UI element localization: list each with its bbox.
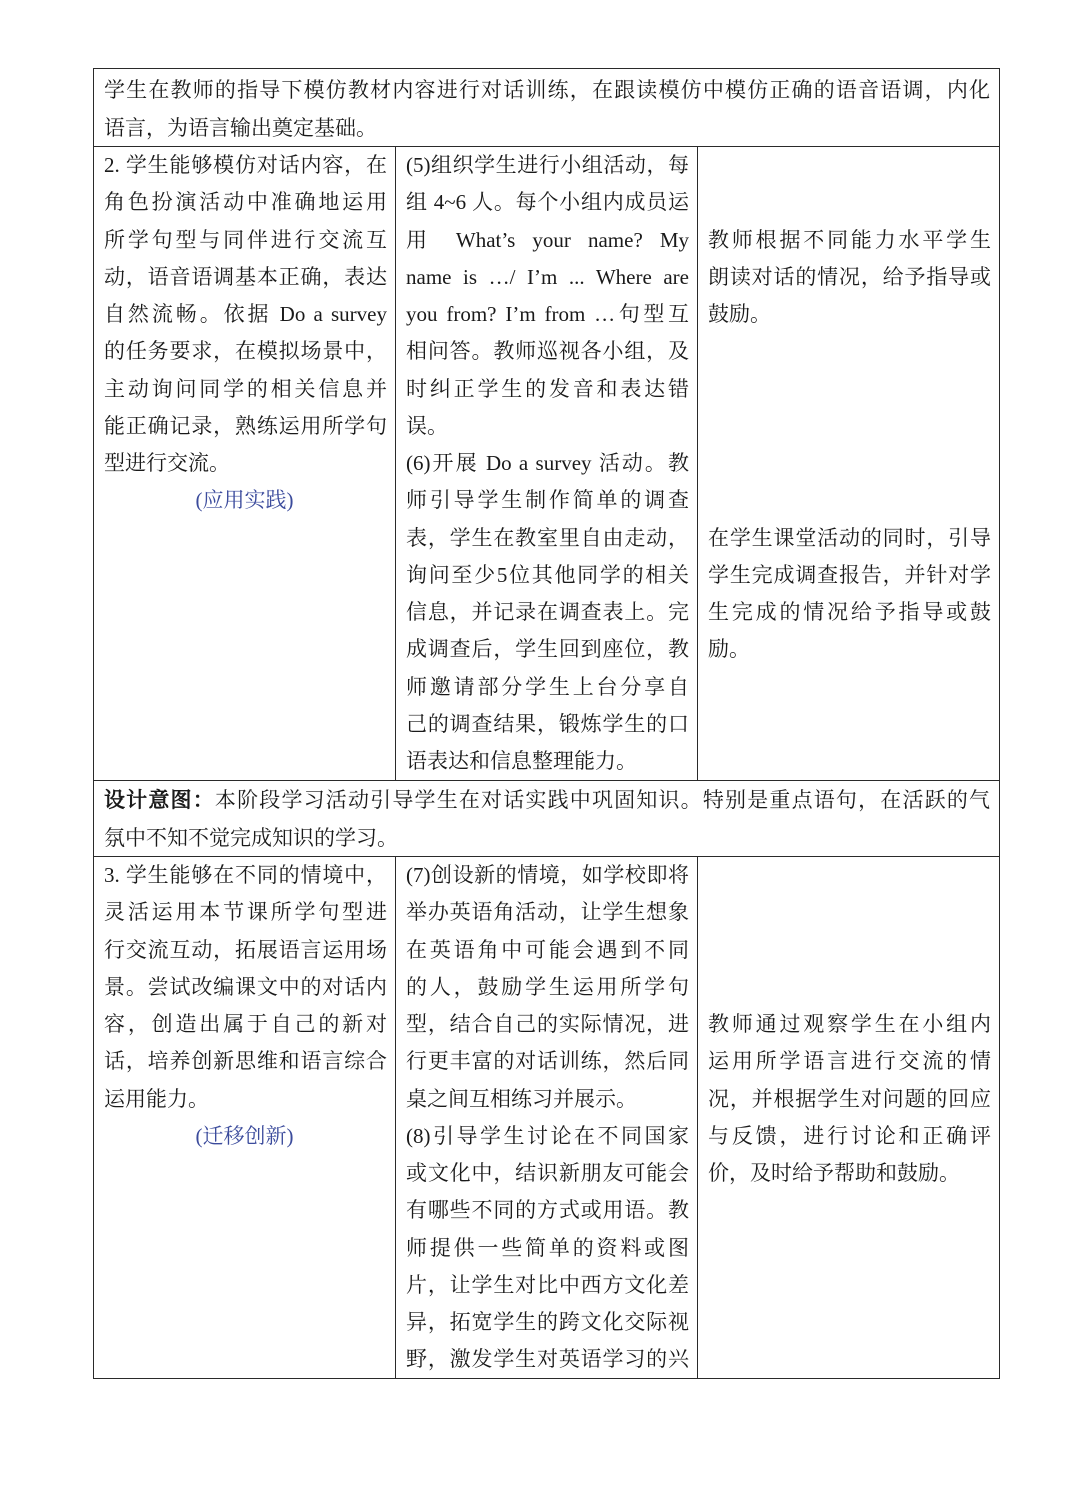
text-line: 价，及时给予帮助和鼓励。 [708,1161,960,1185]
text-line: 与反馈，进行讨论和正确评 [708,1123,991,1148]
text-line: 教师通过观察学生在小组内 [708,1012,991,1036]
activity-8-text [406,1118,689,1379]
text-line: 异，拓宽学生的跨文化交际视 [406,1310,689,1334]
text-line: 学生完成调查报告，并针对学 [708,562,991,587]
text-line: 运用能力。 [104,1086,209,1111]
text-line: 话，培养创新思维和语言综合 [104,1049,387,1074]
text-line: (6)开展 Do a survey 活动。教 [406,451,689,475]
stage3-activities-cell [396,857,698,1379]
text-line: 语言，为语言输出奠定基础。 [104,116,377,140]
text-line: 时纠正学生的发音和表达错 [406,376,689,401]
lesson-plan-table [93,68,1000,1379]
text-line: 运用所学语言进行交流的情 [708,1049,991,1074]
text-line: 误。 [406,413,448,438]
stage2-row [94,147,999,781]
text-line: 野，激发学生对英语学习的兴 [406,1347,689,1372]
evaluation-reading-text [708,222,991,334]
text-line: 能正确记录，熟练运用所学句 [104,413,387,438]
activity-5-text [406,147,689,445]
text-line: 举办英语角活动，让学生想象 [406,900,689,925]
evaluation-survey-text [708,520,991,669]
text-line: you from? I’m from …句型互 [406,302,689,326]
text-line: 信息，并记录在调查表上。完 [406,600,689,624]
stage3-objective-text [104,857,387,1118]
text-line: name is …/ I’m ... Where are [406,264,689,289]
activity-7-text [406,857,689,1118]
text-line: 景。尝试改编课文中的对话内 [104,974,387,999]
text-line: 型，结合自己的实际情况，进 [406,1012,689,1036]
stage3-objective-cell [94,857,396,1379]
text-line: 自然流畅。依据 Do a survey [104,302,387,326]
text-line: 励。 [708,637,750,662]
stage2-activities-cell [396,147,698,780]
text-line: 表，学生在教室里自由走动， [406,525,689,550]
text-line: 有哪些不同的方式或用语。教 [406,1198,689,1223]
text-line: 况，并根据学生对问题的回应 [708,1086,991,1111]
text-line: 用 What’s your name? My [406,227,689,252]
activity-6-text [406,445,689,780]
intro-text [104,71,990,147]
text-line: 容，创造出属于自己的新对 [104,1012,387,1036]
stage3-row [94,857,999,1378]
text-line: 鼓励。 [708,302,771,326]
text-line: 行更丰富的对话训练，然后同 [406,1049,689,1074]
text-line: (5)组织学生进行小组活动，每 [406,153,689,177]
text-line: 行交流互动，拓展语言运用场 [104,937,387,962]
design-intent-line [104,782,990,820]
text-line: 的人，鼓励学生运用所学句 [406,974,689,999]
design-intent-line: 氛中不知不觉完成知识的学习。 [104,825,398,850]
text-line: 动，语音语调基本正确，表达 [104,264,387,289]
text-line: 型进行交流。 [104,451,230,475]
text-line: 灵活运用本节课所学句型进 [104,900,387,925]
text-line: 师提供一些简单的资料或图 [406,1235,689,1260]
design-intent-row [94,781,999,857]
text-line: 组 4~6 人。每个小组内成员运 [406,190,689,215]
text-line: 角色扮演活动中准确地运用 [104,190,387,215]
text-line: 所学句型与同伴进行交流互 [104,227,387,252]
text-line: 学生在教师的指导下模仿教材内容进行对话训练，在跟读模仿中模仿正确的语音语调，内化 [104,78,990,102]
intro-row [94,69,999,147]
stage3-level-tag: (迁移创新) [195,1123,294,1148]
text-line: 己的调查结果，锻炼学生的口 [406,711,689,736]
text-line: 师邀请部分学生上台分享自 [406,674,689,699]
text-line: (8)引导学生讨论在不同国家 [406,1123,689,1148]
text-line: 3. 学生能够在不同的情境中， [104,863,387,887]
text-line: 成调查后，学生回到座位，教 [406,637,689,662]
text-line: 的任务要求，在模拟场景中， [104,339,387,364]
stage3-evaluation-cell [698,857,999,1379]
evaluation-group-text [708,1006,991,1192]
text-line: 相问答。教师巡视各小组，及 [406,339,689,364]
text-line: 师引导学生制作简单的调查 [406,488,689,513]
design-intent-text: 本阶段学习活动引导学生在对话实践中巩固知识。特别是重点语句，在活跃的气 [214,788,991,812]
stage2-level-tag: (应用实践) [195,488,294,513]
stage2-objective-cell [94,147,396,780]
text-line: 或文化中，结识新朋友可能会 [406,1161,689,1185]
text-line: 在英语角中可能会遇到不同 [406,937,689,962]
stage2-objective-text [104,147,387,482]
text-line: 在学生课堂活动的同时，引导 [708,525,991,550]
text-line: 询问至少5位其他同学的相关 [406,562,689,587]
design-intent-label: 设计意图： [104,788,215,812]
text-line: 2. 学生能够模仿对话内容，在 [104,153,387,177]
text-line: 教师根据不同能力水平学生 [708,227,991,252]
text-line: 桌之间互相练习并展示。 [406,1086,637,1111]
text-line: 片，让学生对比中西方文化差 [406,1272,689,1297]
text-line: (7)创设新的情境，如学校即将 [406,863,689,887]
text-line: 主动询问同学的相关信息并 [104,376,387,401]
text-line: 朗读对话的情况，给予指导或 [708,264,991,289]
text-line: 生完成的情况给予指导或鼓 [708,600,991,624]
text-line: 语表达和信息整理能力。 [406,749,637,773]
stage2-evaluation-cell [698,147,999,780]
